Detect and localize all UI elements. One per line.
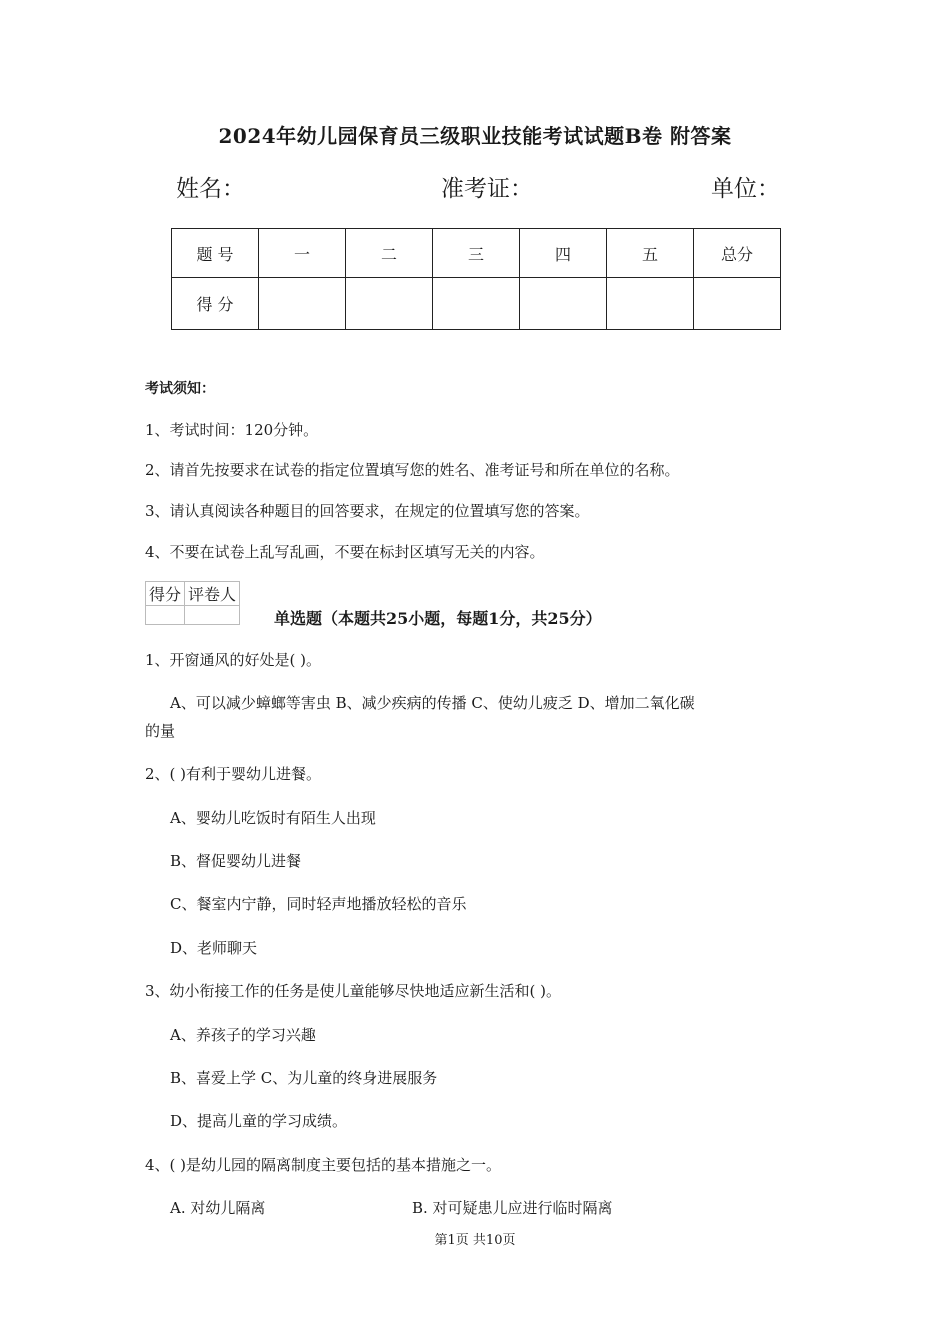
score-input-cell[interactable]: [607, 278, 694, 330]
question-option: B、督促婴幼儿进餐: [170, 852, 302, 870]
score-header-cell: 三: [433, 229, 520, 278]
score-table: [171, 228, 781, 330]
score-header-cell: 总分: [694, 229, 781, 278]
score-row-label: 得 分: [172, 278, 259, 330]
page-footer: 第1页 共10页: [434, 1233, 516, 1248]
notice-item: 3、请认真阅读各种题目的回答要求，在规定的位置填写您的答案。: [145, 502, 590, 520]
question-option-a: A. 对幼儿隔离: [170, 1199, 266, 1217]
score-table-score-row: [172, 278, 781, 330]
page-title: 2024年幼儿园保育员三级职业技能考试试题B卷 附答案: [218, 124, 732, 148]
score-header-cell: 四: [520, 229, 607, 278]
score-header-label: 题 号: [172, 229, 259, 278]
score-input-cell[interactable]: [259, 278, 346, 330]
notice-item: 1、考试时间：120分钟。: [145, 421, 319, 439]
score-input-cell[interactable]: [520, 278, 607, 330]
score-input-cell[interactable]: [433, 278, 520, 330]
score-input-cell[interactable]: [346, 278, 433, 330]
question-option: A、婴幼儿吃饭时有陌生人出现: [170, 809, 376, 827]
section-title: 单选题（本题共25小题，每题1分，共25分）: [274, 609, 602, 628]
score-header-cell: 五: [607, 229, 694, 278]
question-stem: 3、幼小衔接工作的任务是使儿童能够尽快地适应新生活和( )。: [145, 982, 562, 1000]
grader-score-cell[interactable]: [146, 606, 185, 625]
grader-score-label: 得分: [146, 582, 185, 606]
question-stem: 4、( )是幼儿园的隔离制度主要包括的基本措施之一。: [145, 1156, 502, 1174]
score-header-cell: 二: [346, 229, 433, 278]
question-options: A、可以减少蟑螂等害虫 B、减少疾病的传播 C、使幼儿疲乏 D、增加二氧化碳: [170, 694, 695, 712]
notice-item: 2、请首先按要求在试卷的指定位置填写您的姓名、准考证号和所在单位的名称。: [145, 461, 680, 479]
grader-name-cell[interactable]: [185, 606, 240, 625]
question-option: B、喜爱上学 C、为儿童的终身进展服务: [170, 1069, 438, 1087]
notice-title: 考试须知：: [145, 381, 215, 397]
question-option: A、养孩子的学习兴趣: [170, 1026, 316, 1044]
name-label: 姓名：: [176, 176, 245, 202]
grader-name-label: 评卷人: [185, 582, 240, 606]
question-option: D、老师聊天: [170, 939, 258, 957]
question-option-b: B. 对可疑患儿应进行临时隔离: [412, 1199, 613, 1217]
question-option: D、提高儿童的学习成绩。: [170, 1112, 348, 1130]
unit-label: 单位：: [711, 176, 780, 202]
notice-item: 4、不要在试卷上乱写乱画，不要在标封区填写无关的内容。: [145, 543, 545, 561]
score-table-header-row: [172, 229, 781, 278]
score-input-cell[interactable]: [694, 278, 781, 330]
question-stem: 2、( )有利于婴幼儿进餐。: [145, 765, 322, 783]
exam-id-label: 准考证：: [441, 176, 533, 202]
question-option: C、餐室内宁静，同时轻声地播放轻松的音乐: [170, 895, 467, 913]
score-header-cell: 一: [259, 229, 346, 278]
question-options-continued: 的量: [145, 722, 176, 740]
question-stem: 1、开窗通风的好处是( )。: [145, 651, 322, 669]
grader-table: [145, 581, 240, 625]
